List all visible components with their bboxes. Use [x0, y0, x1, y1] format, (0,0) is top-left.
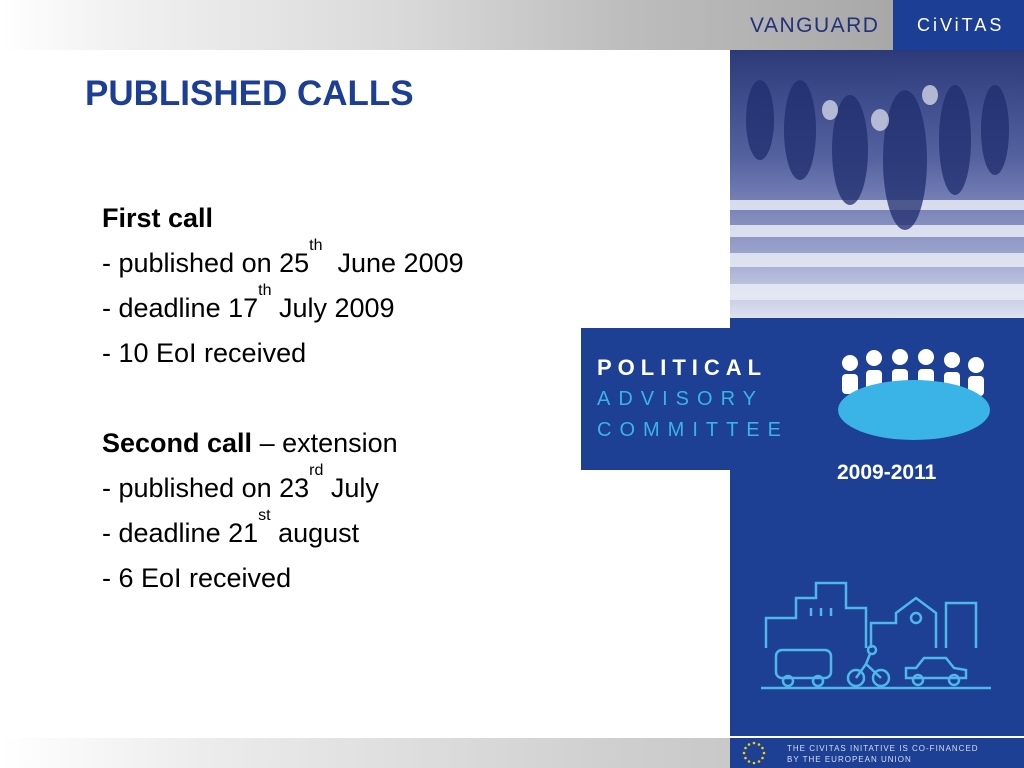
- second-call-deadline-text: - deadline 21: [102, 518, 259, 548]
- first-call-deadline: [102, 282, 464, 331]
- first-call-published: [102, 237, 464, 286]
- first-call-deadline-text: - deadline 17: [102, 293, 259, 323]
- second-call-received: - 6 EoI received: [102, 563, 292, 593]
- slide-body: [102, 196, 464, 601]
- first-call-published-sup: th: [309, 237, 323, 254]
- eu-flag: [730, 738, 778, 768]
- second-call-published-sup: rd: [309, 462, 324, 479]
- footer-cofinance-text: [787, 743, 979, 765]
- second-call-heading-line: [102, 421, 464, 466]
- civitas-logo: CiViTAS: [917, 15, 1005, 35]
- committee-people-icon: [834, 348, 994, 448]
- first-call-published-date: June 2009: [322, 248, 464, 278]
- footer-line-1: THE CIVITAS INITATIVE IS CO-FINANCED: [787, 744, 979, 753]
- first-call-heading: First call: [102, 203, 214, 233]
- second-call-deadline-date: august: [270, 518, 360, 548]
- second-call-heading: Second call: [102, 428, 253, 458]
- footer-line-2: BY THE EUROPEAN UNION: [787, 755, 912, 764]
- committee-years: 2009-2011: [837, 461, 937, 484]
- second-call-extension: – extension: [252, 428, 398, 458]
- second-call-published: [102, 462, 464, 511]
- second-call-deadline: [102, 507, 464, 556]
- second-call-published-text: - published on 23: [102, 473, 310, 503]
- committee-title-committee: COMMITTEE: [597, 419, 789, 441]
- spacer: [102, 376, 464, 421]
- second-call-deadline-sup: st: [258, 507, 271, 524]
- first-call-received: - 10 EoI received: [102, 338, 307, 368]
- eu-stars-icon: [730, 738, 778, 768]
- crowd-photo: [730, 50, 1024, 320]
- city-transport-icon: [756, 578, 996, 698]
- second-call-published-date: July: [323, 473, 379, 503]
- vanguard-logo: VANGUARD: [750, 14, 880, 37]
- first-call-published-text: - published on 25: [102, 248, 310, 278]
- committee-title-advisory: ADVISORY: [597, 388, 764, 410]
- first-call-deadline-date: July 2009: [271, 293, 395, 323]
- crowd-photo-art: [730, 50, 1024, 320]
- first-call-deadline-sup: th: [258, 282, 272, 299]
- committee-title-political: POLITICAL: [597, 355, 768, 380]
- slide-title: PUBLISHED CALLS: [85, 74, 414, 113]
